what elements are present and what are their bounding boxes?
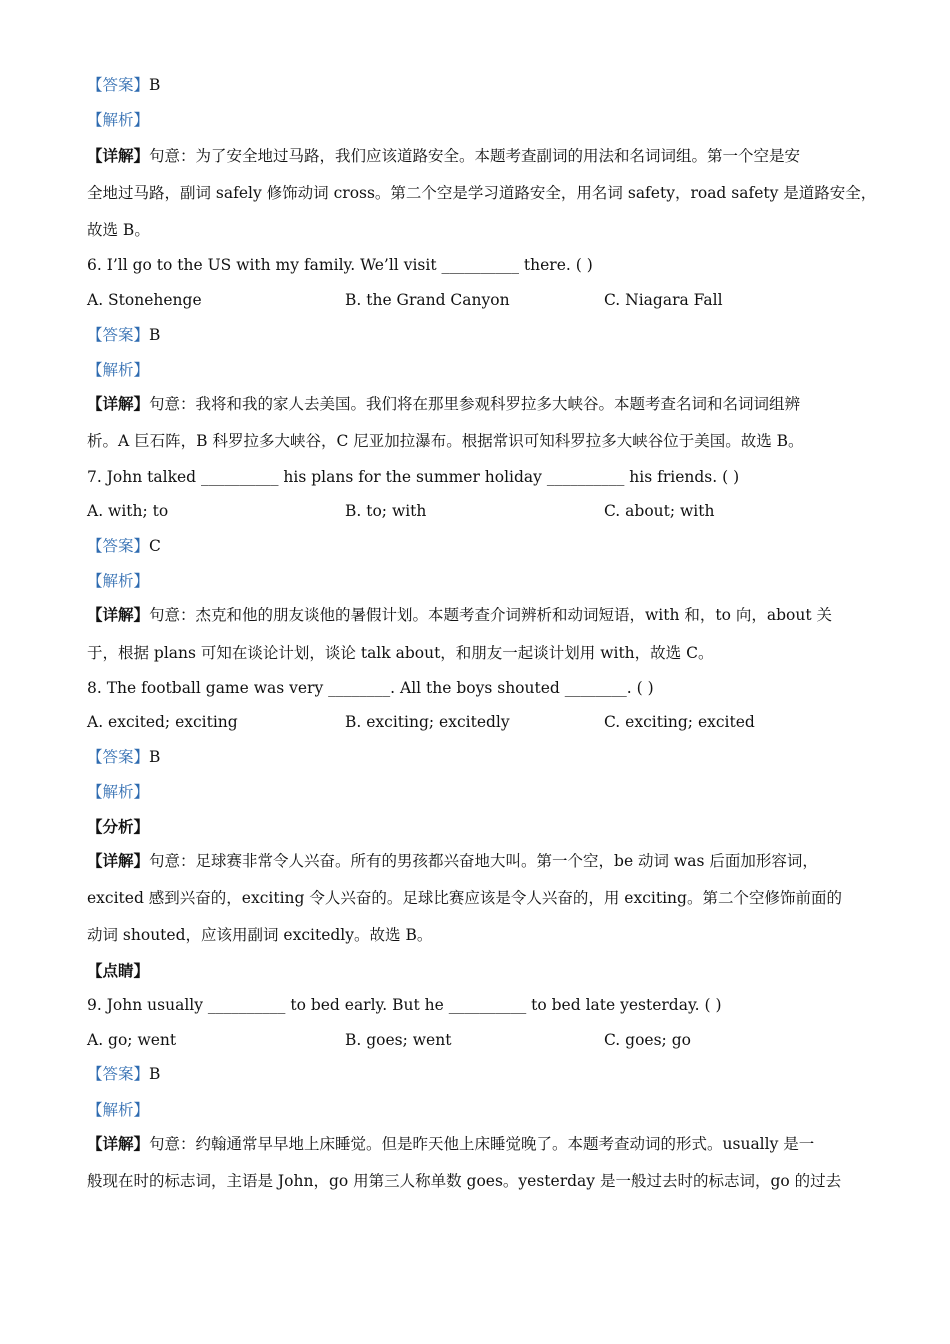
option-a: A. Stonehenge: [87, 291, 202, 309]
detail-text: 句意：足球赛非常令人兴奋。所有的男孩都兴奋地大叫。第一个空，be 动词 was 后面加形容词，: [149, 852, 818, 870]
option-a: A. with; to: [87, 502, 169, 520]
option-a: A. go; went: [87, 1031, 177, 1049]
detail-line: [87, 146, 877, 166]
answer-value: B: [149, 748, 161, 766]
answer-line: [87, 1064, 877, 1084]
option-b: B. the Grand Canyon: [345, 291, 510, 309]
answer-line: [87, 325, 877, 345]
detail-tag: 【详解】: [87, 146, 150, 165]
answer-line: [87, 747, 877, 767]
detail-line: 故选 B。: [87, 221, 150, 239]
dianjing-tag: 【点睛】: [87, 961, 150, 980]
analysis-tag: 【解析】: [87, 111, 150, 129]
detail-tag: 【详解】: [87, 1134, 150, 1153]
analysis-tag: 【解析】: [87, 783, 150, 801]
option-a: A. excited; exciting: [87, 713, 238, 731]
analysis-tag: 【解析】: [87, 572, 150, 590]
answer-value: C: [149, 537, 161, 555]
question-stem: 8. The football game was very ________. All the boys shouted ________. ( ): [87, 679, 654, 697]
analysis-tag: 【解析】: [87, 1101, 150, 1119]
question-stem: 9. John usually __________ to bed early. But he __________ to bed late yesterday. ( ): [87, 996, 722, 1014]
detail-line: [87, 605, 877, 625]
answer-tag: 【答案】: [87, 326, 150, 344]
answer-value: B: [149, 326, 161, 344]
answer-tag: 【答案】: [87, 1065, 150, 1083]
detail-text: 句意：我将和我的家人去美国。我们将在那里参观科罗拉多大峡谷。本题考查名词和名词词组辨: [149, 395, 801, 413]
option-c: C. about; with: [604, 502, 715, 520]
detail-line: 全地过马路，副词 safely 修饰动词 cross。第二个空是学习道路安全，用名词 safety，road safety 是道路安全，: [87, 184, 877, 202]
detail-line: 动词 shouted，应该用副词 excitedly。故选 B。: [87, 926, 433, 944]
detail-text: 句意：为了安全地过马路，我们应该道路安全。本题考查副词的用法和名词词组。第一个空是安: [149, 147, 801, 165]
answer-value: B: [149, 76, 161, 94]
option-b: B. goes; went: [345, 1031, 452, 1049]
option-b: B. exciting; excitedly: [345, 713, 510, 731]
option-c: C. exciting; excited: [604, 713, 755, 731]
fenxi-tag: 【分析】: [87, 817, 150, 836]
answer-tag: 【答案】: [87, 537, 150, 555]
detail-line: [87, 394, 877, 414]
detail-text: 句意：杰克和他的朋友谈他的暑假计划。本题考查介词辨析和动词短语，with 和，to 向，about 关: [149, 606, 833, 624]
detail-line: 析。A 巨石阵，B 科罗拉多大峡谷，C 尼亚加拉瀑布。根据常识可知科罗拉多大峡谷位于美国。故选 B。: [87, 432, 804, 450]
option-c: C. Niagara Fall: [604, 291, 723, 309]
detail-line: 于，根据 plans 可知在谈论计划，谈论 talk about，和朋友一起谈计划用 with，故选 C。: [87, 644, 714, 662]
detail-line: 般现在时的标志词，主语是 John，go 用第三人称单数 goes。yesterday 是一般过去时的标志词，go 的过去: [87, 1172, 842, 1190]
detail-text: 句意：约翰通常早早地上床睡觉。但是昨天他上床睡觉晚了。本题考查动词的形式。usually 是一: [149, 1135, 815, 1153]
detail-tag: 【详解】: [87, 851, 150, 870]
answer-line: [87, 75, 877, 95]
question-stem: 6. I’ll go to the US with my family. We’ll visit __________ there. ( ): [87, 256, 593, 274]
option-b: B. to; with: [345, 502, 427, 520]
question-stem: 7. John talked __________ his plans for the summer holiday __________ his friends. ( ): [87, 468, 740, 486]
answer-value: B: [149, 1065, 161, 1083]
detail-line: [87, 1134, 877, 1154]
answer-line: [87, 536, 877, 556]
answer-tag: 【答案】: [87, 76, 150, 94]
detail-tag: 【详解】: [87, 605, 150, 624]
detail-tag: 【详解】: [87, 394, 150, 413]
answer-tag: 【答案】: [87, 748, 150, 766]
analysis-tag: 【解析】: [87, 361, 150, 379]
detail-line: [87, 851, 877, 871]
detail-line: excited 感到兴奋的，exciting 令人兴奋的。足球比赛应该是令人兴奋的，用 exciting。第二个空修饰前面的: [87, 889, 842, 907]
option-c: C. goes; go: [604, 1031, 691, 1049]
